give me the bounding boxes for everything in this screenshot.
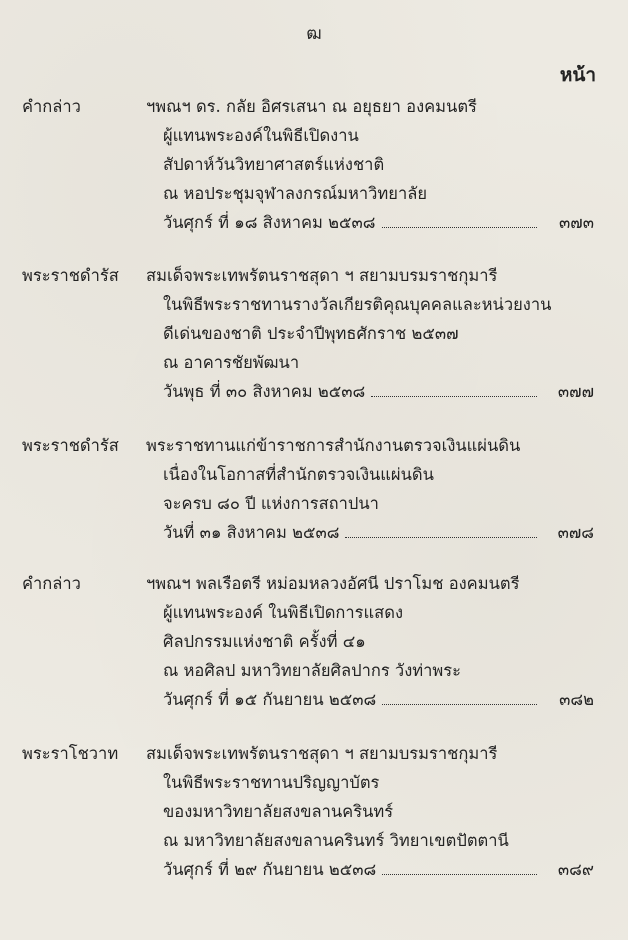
entry-line: สมเด็จพระเทพรัตนราชสุดา ฯ สยามบรมราชกุมารี (146, 744, 498, 763)
entry-line: ณ อาคารชัยพัฒนา (163, 353, 300, 372)
entry-line: พระราชทานแก่ข้าราชการสำนักงานตรวจเงินแผ่นดิน (146, 436, 521, 455)
entry-line: วันที่ ๓๑ สิงหาคม ๒๕๓๘ (163, 523, 340, 542)
entry-line: ศิลปกรรมแห่งชาติ ครั้งที่ ๔๑ (163, 632, 366, 651)
entry-line: ดีเด่นของชาติ ประจำปีพุทธศักราช ๒๕๓๗ (163, 324, 459, 343)
entry-label: คำกล่าว (22, 97, 81, 116)
entry-line: จะครบ ๘๐ ปี แห่งการสถาปนา (163, 494, 379, 513)
entry-line: ณ มหาวิทยาลัยสงขลานครินทร์ วิทยาเขตปัตตานี (163, 831, 509, 850)
dot-leader (345, 536, 537, 538)
entry-page-number: ๓๗๗ (557, 382, 594, 401)
entry-line: ผู้แทนพระองค์ในพิธีเปิดงาน (163, 126, 359, 145)
entry-line: ของมหาวิทยาลัยสงขลานครินทร์ (163, 802, 394, 821)
dot-leader (382, 226, 538, 228)
entry-line: วันศุกร์ ที่ ๑๕ กันยายน ๒๕๓๘ (163, 690, 377, 709)
entry-label: พระราโชวาท (22, 744, 119, 763)
page-marker: ฒ (306, 24, 322, 44)
entry-label: พระราชดำรัส (22, 436, 119, 455)
page-column-heading: หน้า (559, 64, 596, 86)
dot-leader (382, 703, 537, 705)
entry-line: วันพุธ ที่ ๓๐ สิงหาคม ๒๕๓๘ (163, 382, 366, 401)
entry-date-line (163, 857, 541, 883)
dot-leader (382, 873, 537, 875)
entry-line: วันศุกร์ ที่ ๑๘ สิงหาคม ๒๕๓๘ (163, 213, 376, 232)
entry-page-number: ๓๘๒ (559, 690, 594, 709)
entry-line: ผู้แทนพระองค์ ในพิธีเปิดการแสดง (163, 603, 404, 622)
entry-line: สมเด็จพระเทพรัตนราชสุดา ฯ สยามบรมราชกุมารี (146, 266, 498, 285)
entry-line: ฯพณฯ ดร. กลัย อิศรเสนา ณ อยุธยา องคมนตรี (146, 97, 477, 116)
entry-date-line (163, 687, 541, 713)
entry-date-line (163, 210, 541, 236)
entry-date-line (163, 520, 541, 546)
entry-line: สัปดาห์วันวิทยาศาสตร์แห่งชาติ (163, 155, 385, 174)
entry-line: ณ หอประชุมจุฬาลงกรณ์มหาวิทยาลัย (163, 184, 428, 203)
entry-label: พระราชดำรัส (22, 266, 119, 285)
entry-page-number: ๓๗๘ (557, 523, 594, 542)
entry-page-number: ๓๗๓ (559, 213, 594, 232)
entry-page-number: ๓๘๙ (557, 860, 594, 879)
entry-line: ณ หอศิลป มหาวิทยาลัยศิลปากร วังท่าพระ (163, 661, 461, 680)
entry-line: ฯพณฯ พลเรือตรี หม่อมหลวงอัศนี ปราโมช องคมนตรี (146, 574, 520, 593)
entry-line: ในพิธีพระราชทานปริญญาบัตร (163, 773, 380, 792)
entry-line: วันศุกร์ ที่ ๒๙ กันยายน ๒๕๓๘ (163, 860, 377, 879)
entry-label: คำกล่าว (22, 574, 81, 593)
entry-line: เนื่องในโอกาสที่สำนักตรวจเงินแผ่นดิน (163, 465, 434, 484)
entry-line: ในพิธีพระราชทานรางวัลเกียรติคุณบุคคลและหน่วยงาน (163, 295, 552, 314)
entry-date-line (163, 379, 541, 405)
dot-leader (371, 395, 537, 397)
